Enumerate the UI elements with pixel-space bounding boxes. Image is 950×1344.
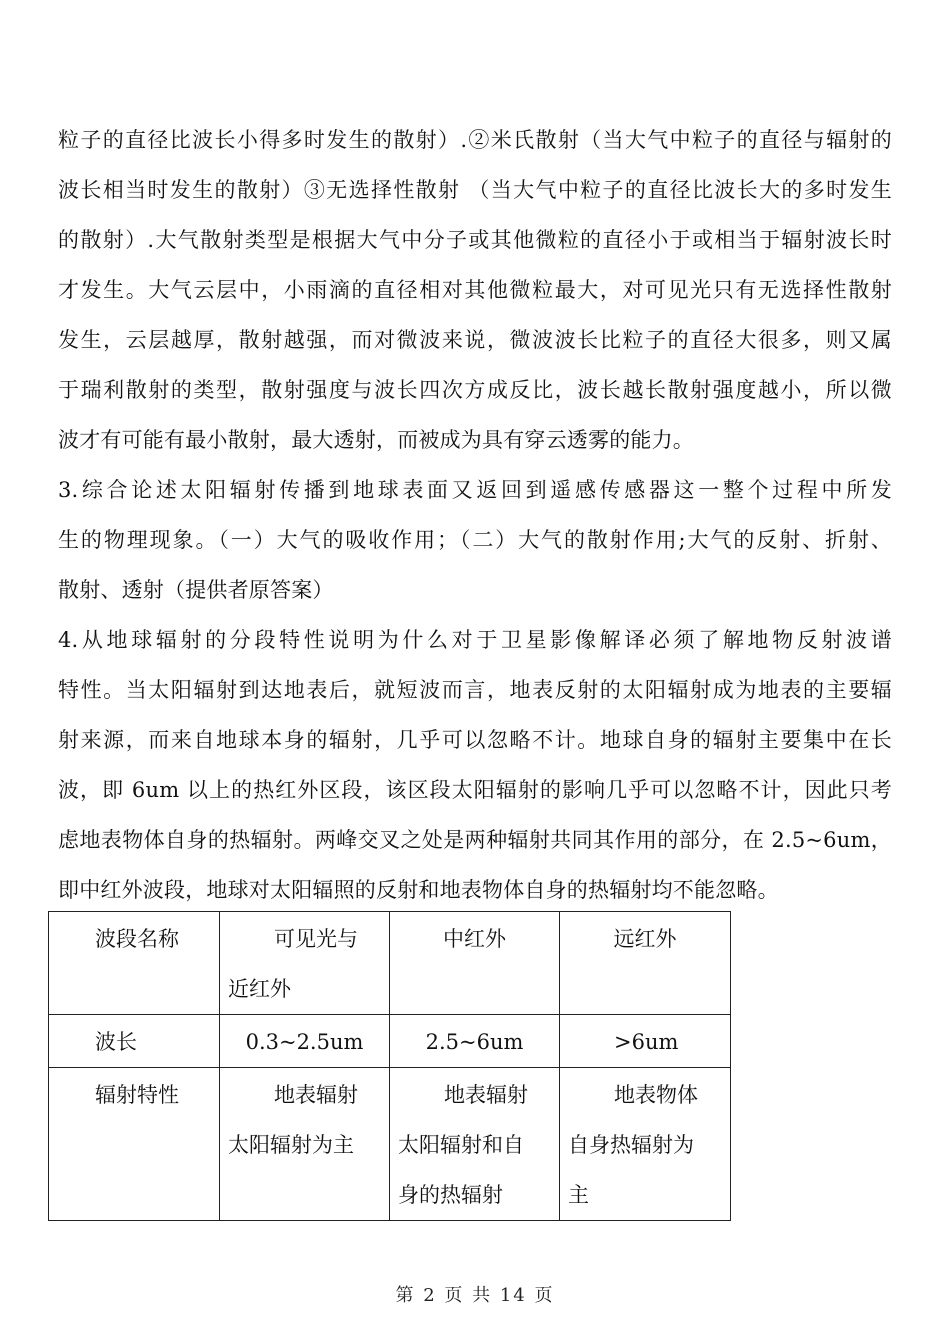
page-footer: 第 2 页 共 14 页 [395,1285,555,1306]
paragraph-line: 粒子的直径比波长小得多时发生的散射）.②米氏散射（当大气中粒子的直径与辐射的 [58,128,892,152]
table-cell [390,912,560,1015]
paragraph-line: 散射、透射（提供者原答案） [58,578,334,602]
table-cell [49,1015,220,1068]
table-cell [220,1068,390,1221]
row-label-wavelength: 波长 [95,1030,137,1054]
radiation-visible-nir [220,1068,389,1170]
table-cell [560,1068,731,1221]
cell-line: 身的热辐射 [398,1183,503,1207]
question-4-heading: 4.从地球辐射的分段特性说明为什么对于卫星影像解译必须了解地物反射波谱 [58,628,892,652]
wavelength-far-ir: >6um [614,1030,679,1054]
paragraph-line: 才发生。大气云层中，小雨滴的直径相对其他微粒最大，对可见光只有无选择性散射 [58,278,892,302]
wavelength-visible-nir: 0.3~2.5um [245,1030,364,1054]
cell-line: 地表物体 [614,1083,698,1107]
paragraph-line: 特性。当太阳辐射到达地表后，就短波而言，地表反射的太阳辐射成为地表的主要辐 [58,678,892,702]
wavelength-mid-ir: 2.5~6um [425,1030,524,1054]
row-label-radiation: 辐射特性 [95,1083,179,1107]
table-cell [49,1068,220,1221]
band-table [48,911,731,1221]
question-3-heading: 3.综合论述太阳辐射传播到地球表面又返回到遥感传感器这一整个过程中所发 [58,478,892,502]
paragraph-line: 波，即 6um 以上的热红外区段，该区段太阳辐射的影响几乎可以忽略不计，因此只考 [58,778,892,802]
paragraph-line: 的散射）.大气散射类型是根据大气中分子或其他微粒的直径小于或相当于辐射波长时 [58,228,892,252]
paragraph-line: 发生，云层越厚，散射越强，而对微波来说，微波波长比粒子的直径大很多，则又属 [58,328,892,352]
table-cell [49,912,220,1015]
paragraph-line: 即中红外波段，地球对太阳辐照的反射和地表物体自身的热辐射均不能忽略。 [58,878,779,902]
cell-line: 太阳辐射为主 [228,1133,354,1157]
radiation-mid-ir [390,1068,559,1220]
table-cell [560,1015,731,1068]
table-cell [390,1068,560,1221]
cell-line: 太阳辐射和自 [398,1133,524,1157]
header-line: 可见光与 [274,927,358,951]
paragraph-line: 于瑞利散射的类型，散射强度与波长四次方成反比，波长越长散射强度越小，所以微 [58,378,892,402]
paragraph-line: 射来源，而来自地球本身的辐射，几乎可以忽略不计。地球自身的辐射主要集中在长 [58,728,892,752]
header-far-ir: 远红外 [613,927,677,951]
header-visible-nir [220,912,389,1014]
paragraph-line: 生的物理现象。（一）大气的吸收作用；（二）大气的散射作用;大气的反射、折射、 [58,528,892,552]
paragraph-line: 虑地表物体自身的热辐射。两峰交叉之处是两种辐射共同其作用的部分，在 2.5~6um， [58,828,892,852]
table-cell [220,912,390,1015]
cell-line: 地表辐射 [444,1083,528,1107]
cell-line: 地表辐射 [274,1083,358,1107]
cell-line: 主 [568,1183,589,1207]
cell-line: 自身热辐射为 [568,1133,694,1157]
header-band-name: 波段名称 [95,927,179,951]
paragraph-line: 波才有可能有最小散射，最大透射，而被成为具有穿云透雾的能力。 [58,428,694,452]
radiation-far-ir [560,1068,730,1220]
header-line: 近红外 [228,977,291,1001]
table-cell [220,1015,390,1068]
table-row [49,1015,731,1068]
table-cell [390,1015,560,1068]
table-cell [560,912,731,1015]
header-mid-ir: 中红外 [443,927,506,951]
table-header-row [49,912,731,1015]
paragraph-line: 波长相当时发生的散射）③无选择性散射 （当大气中粒子的直径比波长大的多时发生 [58,178,892,202]
table-row [49,1068,731,1221]
